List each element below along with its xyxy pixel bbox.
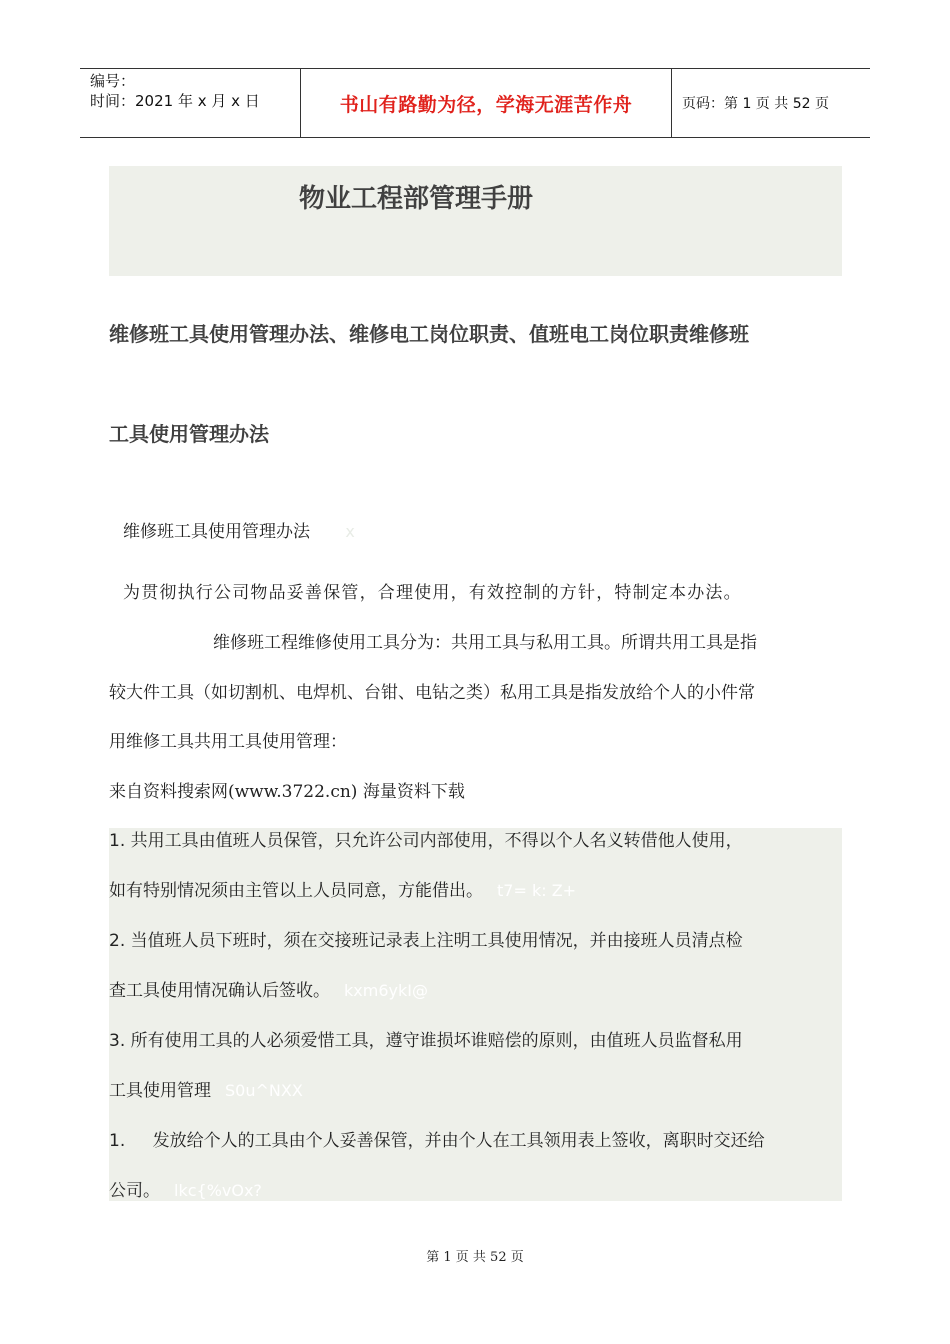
rule-number: 3. [109, 1031, 126, 1051]
rule-text: 查工具使用情况确认后签收。 [109, 981, 330, 1001]
classification-line-3: 用维修工具共用工具使用管理： [109, 732, 347, 752]
page-footer: 第 1 页 共 52 页 [426, 1250, 524, 1265]
header-page-info: 页码：第 1 页 共 52 页 [682, 96, 829, 112]
ghost-text: t7= k: Z+ [497, 881, 577, 900]
ghost-text: lkc{%vOx? [174, 1181, 262, 1200]
header-table [80, 68, 870, 138]
rule-item-2-cont [109, 966, 842, 1016]
rule-number: 1. [109, 1131, 126, 1151]
rule-text: 工具使用管理 [109, 1081, 211, 1101]
section-label-line [109, 508, 844, 556]
rule-text: 发放给个人的工具由个人妥善保管，并由个人在工具领用表上签收，离职时交还给 [152, 1131, 765, 1151]
classification-line-2: 较大件工具（如切割机、电焊机、台钳、电钻之类）私用工具是指发放给个人的小件常 [109, 683, 755, 703]
rule-number: 2. [109, 931, 126, 951]
section-label: 维修班工具使用管理办法 [123, 522, 310, 542]
rule-item-2 [109, 916, 842, 966]
rule-item-1-cont [109, 866, 842, 916]
rule-item-4 [109, 1116, 842, 1166]
subtitle-line-2: 工具使用管理办法 [109, 422, 269, 446]
rule-item-3 [109, 1016, 842, 1066]
header-meta [80, 69, 301, 137]
rule-text: 公司。 [109, 1181, 160, 1201]
rule-text: 如有特别情况须由主管以上人员同意，方能借出。 [109, 881, 483, 901]
rule-text: 当值班人员下班时，须在交接班记录表上注明工具使用情况，并由接班人员清点检 [130, 931, 743, 951]
classification-line-1: 维修班工程维修使用工具分为：共用工具与私用工具。所谓共用工具是指 [213, 633, 757, 653]
time-label: 时间：2021 年 x 月 x 日 [90, 92, 260, 110]
rule-text: 共用工具由值班人员保管，只允许公司内部使用，不得以个人名义转借他人使用， [130, 831, 743, 851]
rule-text: 所有使用工具的人必须爱惜工具，遵守谁损坏谁赔偿的原则，由值班人员监督私用 [130, 1031, 743, 1051]
header-motto: 书山有路勤为径，学海无涯苦作舟 [301, 69, 672, 137]
serial-label: 编号： [90, 72, 136, 90]
ghost-text-1: x [345, 522, 355, 541]
ghost-text: kxm6ykI@ [344, 981, 428, 1000]
rule-item-4-cont [109, 1166, 842, 1216]
document-title: 物业工程部管理手册 [299, 184, 534, 214]
rule-number: 1. [109, 831, 126, 851]
rule-item-3-cont [109, 1066, 842, 1116]
source-line: 来自资料搜索网(www.3722.cn) 海量资料下载 [109, 782, 465, 802]
title-box [109, 166, 842, 276]
ghost-text: S0u^NXX [225, 1081, 303, 1100]
subtitle-line-1: 维修班工具使用管理办法、维修电工岗位职责、值班电工岗位职责维修班 [109, 322, 749, 346]
purpose-paragraph: 为贯彻执行公司物品妥善保管，合理使用，有效控制的方针，特制定本办法。 [123, 583, 742, 603]
rule-item-1 [109, 816, 842, 866]
